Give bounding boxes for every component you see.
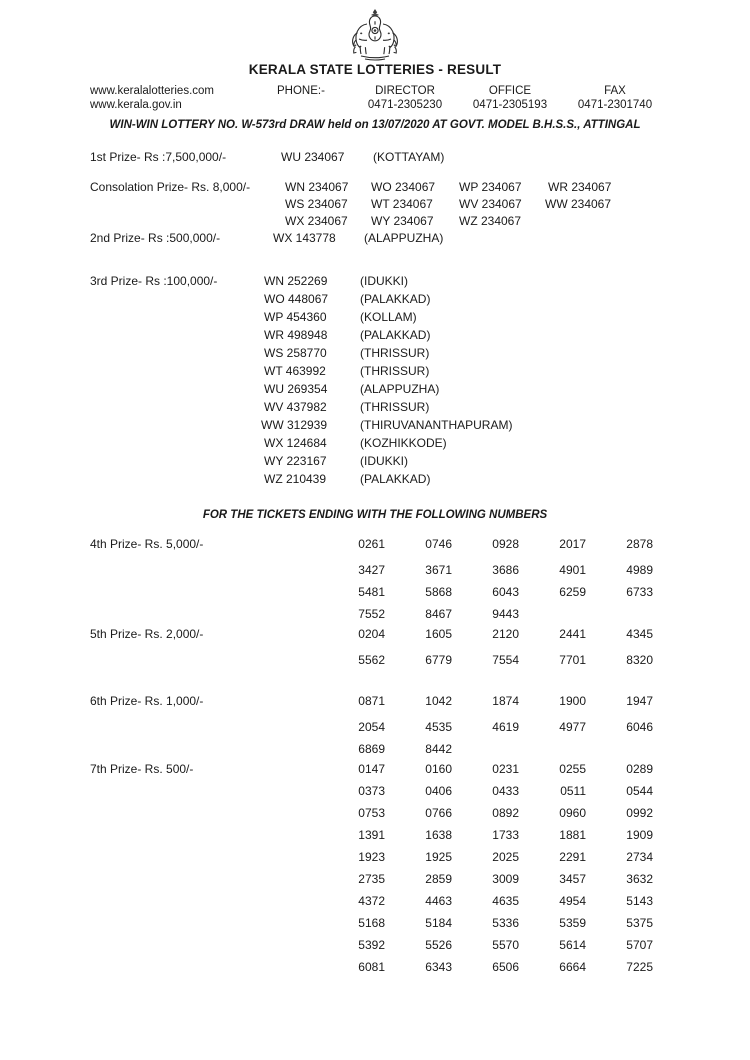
seventh-prize-number: 4635 — [492, 894, 519, 908]
seventh-prize-number: 5526 — [425, 938, 452, 952]
consolation-ticket: WW 234067 — [545, 197, 612, 211]
sixth-prize-number: 1042 — [425, 694, 452, 708]
seventh-prize-number: 6506 — [492, 960, 519, 974]
consolation-ticket: WT 234067 — [371, 197, 433, 211]
seventh-prize-number: 5336 — [492, 916, 519, 930]
fourth-prize-number: 3686 — [492, 563, 519, 577]
seventh-prize-number: 1923 — [358, 850, 385, 864]
fifth-prize-number: 2120 — [492, 627, 519, 641]
seventh-prize-number: 0766 — [425, 806, 452, 820]
director-phone-number: 0471-2305230 — [367, 99, 443, 111]
sixth-prize-number: 6869 — [358, 742, 385, 756]
fourth-prize-number: 6043 — [492, 585, 519, 599]
fourth-prize-number: 4989 — [626, 563, 653, 577]
seventh-prize-number: 5707 — [626, 938, 653, 952]
third-prize-place: (IDUKKI) — [360, 274, 408, 288]
fourth-prize-number: 4901 — [559, 563, 586, 577]
fourth-prize-number: 2017 — [559, 537, 586, 551]
fifth-prize-number: 8320 — [626, 653, 653, 667]
seventh-prize-number: 0892 — [492, 806, 519, 820]
consolation-ticket: WP 234067 — [459, 180, 522, 194]
third-prize-ticket: WP 454360 — [264, 310, 327, 324]
third-prize-ticket: WY 223167 — [264, 454, 327, 468]
seventh-prize-number: 3457 — [559, 872, 586, 886]
seventh-prize-number: 6081 — [358, 960, 385, 974]
fourth-prize-number: 8467 — [425, 607, 452, 621]
third-prize-ticket: WV 437982 — [264, 400, 327, 414]
seventh-prize-number: 1391 — [358, 828, 385, 842]
ending-numbers-heading: FOR THE TICKETS ENDING WITH THE FOLLOWING NUMBERS — [202, 509, 548, 521]
third-prize-place: (PALAKKAD) — [360, 328, 431, 342]
fax-number: 0471-2301740 — [577, 99, 653, 111]
sixth-prize-number: 4977 — [559, 720, 586, 734]
seventh-prize-number: 2291 — [559, 850, 586, 864]
fourth-prize-number: 6733 — [626, 585, 653, 599]
third-prize-place: (THIRUVANANTHAPURAM) — [360, 418, 513, 432]
seventh-prize-number: 1909 — [626, 828, 653, 842]
fifth-prize-number: 5562 — [358, 653, 385, 667]
seventh-prize-number: 5168 — [358, 916, 385, 930]
third-prize-ticket: WN 252269 — [264, 274, 328, 288]
seventh-prize-number: 0960 — [559, 806, 586, 820]
fifth-prize-number: 6779 — [425, 653, 452, 667]
third-prize-place: (THRISSUR) — [360, 400, 430, 414]
sixth-prize-number: 1947 — [626, 694, 653, 708]
third-prize-place: (PALAKKAD) — [360, 472, 431, 486]
seventh-prize-number: 1881 — [559, 828, 586, 842]
consolation-prize-label: Consolation Prize- Rs. 8,000/- — [90, 180, 251, 194]
first-prize-place: (KOTTAYAM) — [373, 150, 445, 164]
third-prize-ticket: WR 498948 — [264, 328, 328, 342]
seventh-prize-number: 4463 — [425, 894, 452, 908]
third-prize-place: (KOZHIKKODE) — [360, 436, 447, 450]
seventh-prize-number: 1925 — [425, 850, 452, 864]
fourth-prize-number: 0261 — [358, 537, 385, 551]
seventh-prize-number: 0511 — [560, 784, 586, 798]
office-phone-number: 0471-2305193 — [472, 99, 548, 111]
seventh-prize-number: 0433 — [492, 784, 519, 798]
seventh-prize-number: 5184 — [425, 916, 452, 930]
fourth-prize-number: 9443 — [492, 607, 519, 621]
sixth-prize-number: 1874 — [492, 694, 519, 708]
consolation-ticket: WN 234067 — [285, 180, 349, 194]
fifth-prize-number: 4345 — [626, 627, 653, 641]
fourth-prize-label: 4th Prize- Rs. 5,000/- — [90, 537, 204, 551]
consolation-ticket: WZ 234067 — [459, 214, 522, 228]
seventh-prize-label: 7th Prize- Rs. 500/- — [90, 762, 194, 776]
seventh-prize-number: 0255 — [559, 762, 586, 776]
sixth-prize-label: 6th Prize- Rs. 1,000/- — [90, 694, 204, 708]
fourth-prize-number: 0928 — [492, 537, 519, 551]
third-prize-ticket: WS 258770 — [264, 346, 327, 360]
kerala-state-emblem-icon — [343, 6, 407, 62]
third-prize-ticket: WT 463992 — [264, 364, 326, 378]
seventh-prize-number: 2734 — [626, 850, 653, 864]
second-prize-ticket: WX 143778 — [273, 231, 336, 245]
seventh-prize-number: 0373 — [358, 784, 385, 798]
seventh-prize-number: 0289 — [626, 762, 653, 776]
third-prize-place: (PALAKKAD) — [360, 292, 431, 306]
seventh-prize-number: 2025 — [492, 850, 519, 864]
third-prize-place: (IDUKKI) — [360, 454, 408, 468]
fifth-prize-number: 7701 — [559, 653, 586, 667]
second-prize-place: (ALAPPUZHA) — [364, 231, 444, 245]
seventh-prize-number: 1733 — [492, 828, 519, 842]
fourth-prize-number: 6259 — [559, 585, 586, 599]
fax-label: FAX — [604, 85, 626, 97]
consolation-ticket: WS 234067 — [285, 197, 348, 211]
second-prize-label: 2nd Prize- Rs :500,000/- — [90, 231, 221, 245]
third-prize-ticket: WU 269354 — [264, 382, 328, 396]
consolation-ticket: WX 234067 — [285, 214, 348, 228]
director-label: DIRECTOR — [375, 85, 435, 97]
seventh-prize-number: 0147 — [358, 762, 385, 776]
seventh-prize-number: 4372 — [358, 894, 385, 908]
fourth-prize-number: 0746 — [425, 537, 452, 551]
fifth-prize-label: 5th Prize- Rs. 2,000/- — [90, 627, 204, 641]
fifth-prize-number: 1605 — [425, 627, 452, 641]
seventh-prize-number: 5375 — [626, 916, 653, 930]
seventh-prize-number: 0753 — [358, 806, 385, 820]
sixth-prize-number: 0871 — [358, 694, 385, 708]
fourth-prize-number: 2878 — [626, 537, 653, 551]
seventh-prize-number: 0160 — [425, 762, 452, 776]
fifth-prize-number: 0204 — [358, 627, 385, 641]
consolation-ticket: WO 234067 — [371, 180, 436, 194]
website-link-primary[interactable]: www.keralalotteries.com — [90, 85, 214, 97]
seventh-prize-number: 6664 — [559, 960, 586, 974]
third-prize-ticket: WW 312939 — [261, 418, 328, 432]
seventh-prize-number: 0406 — [425, 784, 452, 798]
consolation-ticket: WV 234067 — [459, 197, 522, 211]
draw-info-line: WIN-WIN LOTTERY NO. W-573rd DRAW held on 13/07/2020 AT GOVT. MODEL B.H.S.S., ATTINGAL — [109, 119, 641, 131]
third-prize-label: 3rd Prize- Rs :100,000/- — [90, 274, 218, 288]
seventh-prize-number: 3009 — [492, 872, 519, 886]
sixth-prize-number: 1900 — [559, 694, 586, 708]
fifth-prize-number: 2441 — [559, 627, 586, 641]
seventh-prize-number: 0231 — [492, 762, 519, 776]
sixth-prize-number: 6046 — [626, 720, 653, 734]
seventh-prize-number: 5392 — [358, 938, 385, 952]
sixth-prize-number: 4619 — [492, 720, 519, 734]
page-title: KERALA STATE LOTTERIES - RESULT — [248, 62, 502, 77]
seventh-prize-number: 2859 — [425, 872, 452, 886]
seventh-prize-number: 6343 — [425, 960, 452, 974]
consolation-ticket: WR 234067 — [548, 180, 612, 194]
contact-block — [0, 85, 750, 115]
fourth-prize-number: 3427 — [358, 563, 385, 577]
fourth-prize-number: 7552 — [358, 607, 385, 621]
sixth-prize-number: 2054 — [358, 720, 385, 734]
fourth-prize-number: 3671 — [425, 563, 452, 577]
seventh-prize-number: 5143 — [626, 894, 653, 908]
seventh-prize-number: 3632 — [626, 872, 653, 886]
third-prize-place: (THRISSUR) — [360, 364, 430, 378]
fourth-prize-number: 5481 — [358, 585, 385, 599]
seventh-prize-number: 4954 — [559, 894, 586, 908]
third-prize-ticket: WX 124684 — [264, 436, 327, 450]
third-prize-place: (ALAPPUZHA) — [360, 382, 440, 396]
office-label: OFFICE — [488, 85, 532, 97]
third-prize-ticket: WO 448067 — [264, 292, 329, 306]
sixth-prize-number: 8442 — [425, 742, 452, 756]
first-prize-label: 1st Prize- Rs :7,500,000/- — [90, 150, 227, 164]
seventh-prize-number: 7225 — [626, 960, 653, 974]
fifth-prize-number: 7554 — [492, 653, 519, 667]
third-prize-ticket: WZ 210439 — [264, 472, 327, 486]
seventh-prize-number: 1638 — [425, 828, 452, 842]
fourth-prize-number: 5868 — [425, 585, 452, 599]
seventh-prize-number: 2735 — [358, 872, 385, 886]
sixth-prize-number: 4535 — [425, 720, 452, 734]
seventh-prize-number: 5359 — [559, 916, 586, 930]
seventh-prize-number: 0992 — [626, 806, 653, 820]
seventh-prize-number: 5614 — [559, 938, 586, 952]
phone-label: PHONE:- — [277, 85, 325, 97]
emblem-container — [0, 6, 750, 62]
consolation-ticket: WY 234067 — [371, 214, 434, 228]
website-link-secondary[interactable]: www.kerala.gov.in — [90, 99, 182, 111]
third-prize-place: (KOLLAM) — [360, 310, 417, 324]
seventh-prize-number: 5570 — [492, 938, 519, 952]
seventh-prize-number: 0544 — [626, 784, 653, 798]
first-prize-ticket: WU 234067 — [281, 150, 345, 164]
third-prize-place: (THRISSUR) — [360, 346, 430, 360]
